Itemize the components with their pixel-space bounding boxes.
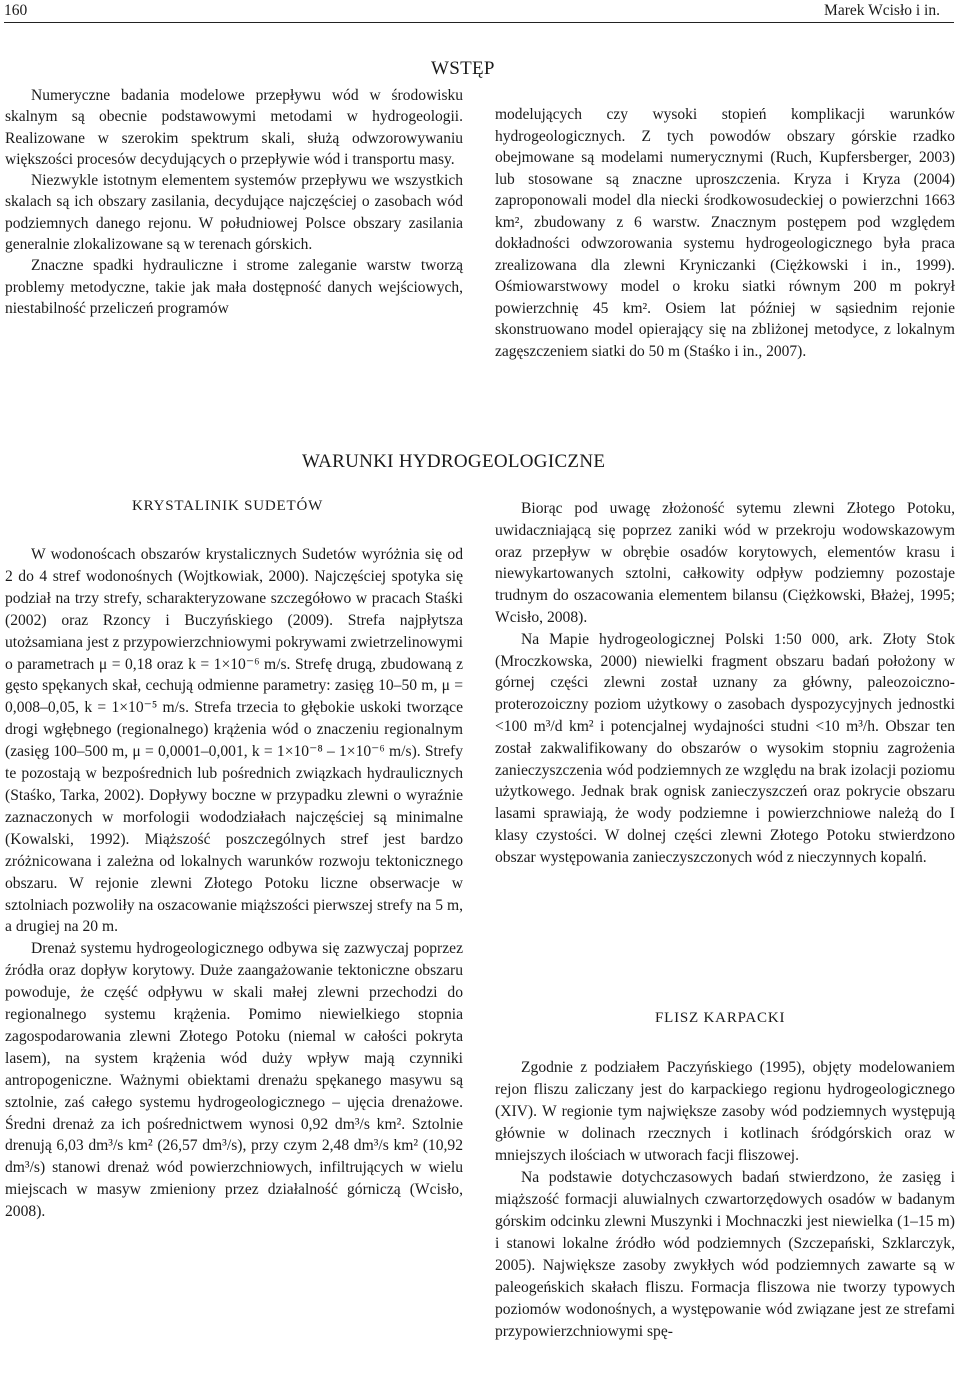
page-header	[4, 0, 940, 22]
paragraph: Numeryczne badania modelowe przepływu wód w środowisku skalnym są obecnie podstawowymi metodami w hydrogeologii. Realizowane w szerokim spektrum skali, służą odwzorowywaniu większości procesów decydujących o przepływie wód i transportu masy.	[5, 87, 463, 168]
paragraph: W wodonoścach obszarów krystalicznych Sudetów wyróżnia się od 2 do 4 stref wodonośnych (Wojtkowiak, 2000). Najczęściej spotyka się podział na trzy strefy, scharakteryzowane szczegółowo w pracach Staśki (2002) oraz Rzoncy i Buczyńskiego (2009). Strefa najpłytsza utożsamiana jest z przypowierzchniowymi pokrywami zwietrzelinowymi o parametrach μ = 0,18 oraz k = 1×10⁻⁶ m/s. Strefę drugą, zbudowaną z gęsto spękanych skał, cechują odmienne parametry: zasięg 10–50 m, μ = 0,008–0,05, k = 1×10⁻⁵ m/s. Strefa trzecia to głębokie uskoki tworzące drogi wgłębnego (regionalnego) krążenia wód o znaczeniu regionalnym (zasięg 100–500 m, μ = 0,0001–0,001, k = 1×10⁻⁸ – 1×10⁻⁶ m/s). Strefy te pozostają w bezpośrednich lub pośrednich związkach hydraulicznych (Staśko, Tarka, 2002). Dopływy boczne w przypadku zlewni o wyraźnie zaznaczonych w morfologii wododziałach najczęściej są minimalne (Kowalski, 1992). Miąższość poszczególnych stref jest bardzo zróżnicowana i zależna od lokalnych warunków rozwoju tektonicznego obszaru. W rejonie zlewni Złotego Potoku liczne obserwacje w sztolniach pozwoliły na oszacowanie miąższości pierwszej strefy na 5 m, a drugiej na 20 m.	[5, 546, 463, 936]
paragraph: Na podstawie dotychczasowych badań stwierdzono, że zasięg i miąższość formacji aluwialnych czwartorzędowych osadów w badanym górskim odcinku zlewni Muszynki i Mochnaczki jest niewielka (1–15 m) i stanowi lokalne źródło wód podziemnych (Szczepański, Szklarczyk, 2005). Największe zasoby zwykłych wód podziemnych zawarte są w paleogeńskich skałach fliszu. Formacja fliszowa nie tworzy typowych poziomów wodonośnych, a występowanie wód związane jest ze strefami przypowierzchniowymi spę-	[495, 1169, 955, 1340]
paragraph: Znaczne spadki hydrauliczne i strome zaleganie warstw tworzą problemy metodyczne, takie jak mała dostępność danych wejściowych, niestabilność przeliczeń programów	[5, 257, 463, 317]
paragraph: Na Mapie hydrogeologicznej Polski 1:50 000, ark. Złoty Stok (Mroczkowska, 2000) niewielki fragment obszaru badań położony w górnej części zlewni został uznany za główny, paleozoiczno-proterozoiczny poziom użytkowy o zasobach dyspozycyjnych jednostki <100 m³/d km² i potencjalnej wydajności studni <10 m³/h. Obszar ten został zakwalifikowany do obszarów o wysokim stopniu zagrożenia zanieczyszczenia wód podziemnych ze względu na brak izolacji poziomu użytkowego. Jednak brak ognisk zanieczyszczeń oraz pokrycie obszaru lasami sprawiają, że wody podziemne i powierzchniowe należą do I klasy czystości. W dolnej części zlewni Złotego Potoku stwierdzono obszar występowania zanieczyszczonych wód z nieczynnych kopalń.	[495, 630, 955, 866]
body-left-column	[5, 544, 463, 1223]
body-right-column-bottom	[495, 1057, 955, 1343]
running-head: Marek Wcisło i in.	[824, 2, 940, 19]
intro-left-column	[5, 85, 463, 319]
intro-right-column	[495, 104, 955, 362]
paragraph: modelujących czy wysoki stopień komplikacji warunków hydrogeologicznych. Z tych powodów obszary górskie rzadko obejmowane są modelami numerycznymi (Ruch, Kupfersberger, 2003) lub stosowane są znaczne uproszczenia. Kryza i Kryza (2004) zaproponowali model dla niecki środkowosudeckiej o powierzchni 1663 km², zbudowany z 6 warstw. Znacznym postępem pod względem dokładności odwzorowania systemu hydrogeologicznego była praca zrealizowana dla zlewni Kryniczanki (Ciężkowski i in., 1999). Ośmiowarstwowy model o kroku siatki równym 200 m pokrył powierzchnię 45 km². Osiem lat później w sąsiednim rejonie skonstruowano model opierający się na zbliżonej metodyce, z lokalnym zagęszczeniem siatki do 50 m (Staśko i in., 2007).	[495, 106, 955, 360]
section-title-warunki: WARUNKI HYDROGEOLOGICZNE	[302, 451, 606, 472]
paragraph: Niezwykle istotnym elementem systemów przepływu we wszystkich skalach są ich obszary zasilania, decydujące najczęściej o zasobach wód podziemnych danego rejonu. W południowej Polsce obszary zasilania generalnie zlokalizowane są w terenach górskich.	[5, 172, 463, 254]
subsection-title-krystalinik: KRYSTALINIK SUDETÓW	[132, 498, 324, 514]
section-title-wstep: WSTĘP	[431, 58, 495, 79]
paragraph: Biorąc pod uwagę złożoność sytemu zlewni Złotego Potoku, uwidaczniającą się poprzez zaniki wód w przekroju wodowskazowym oraz przepływ w obrębie osadów korytowych, elementów krasu i niewykartowanych sztolni, całkowity odpływ podziemny pozostaje trudnym do oszacowania elementem bilansu (Ciężkowski, Błażej, 1995; Wcisło, 2008).	[495, 500, 955, 626]
paragraph: Zgodnie z podziałem Paczyńskiego (1995), objęty modelowaniem rejon fliszu zaliczany jest do karpackiego regionu hydrogeologicznego (XIV). W regionie tym największe zasoby wód podziemnych występują głównie w dolinach rzecznych i kotlinach śródgórskich oraz w mniejszych ilościach w utworach facji fliszowej.	[495, 1059, 955, 1164]
subsection-title-flisz: FLISZ KARPACKI	[655, 1010, 786, 1026]
body-right-column-top	[495, 498, 955, 869]
page-number: 160	[4, 2, 28, 19]
header-rule	[4, 22, 954, 23]
paragraph: Drenaż systemu hydrogeologicznego odbywa się zazwyczaj poprzez źródła oraz dopływ korytowy. Duże zaangażowanie tektoniczne obszaru powoduje, że część odpływu w skali małej zlewni przechodzi do regionalnego systemu krążenia. Pomimo niewielkiego stopnia zagospodarowania zlewni Złotego Potoku (niemal w całości pokryta lasem), na system krążenia wód duży wpływ mają czynniki antropogeniczne. Ważnymi obiektami drenażu spękanego masywu są sztolnie, zaś całego systemu hydrogeologicznego – ujęcia drenażowe. Średni drenaż za ich pośrednictwem wynosi 0,92 dm³/s km². Sztolnie drenują 6,03 dm³/s km² (26,57 dm³/s), przy czym 2,48 dm³/s km² (10,92 dm³/s) stanowi drenaż wód powierzchniowych, infiltrujących w wielu miejscach w masyw zmieniony przez działalność górniczą (Wcisło, 2008).	[5, 940, 463, 1221]
